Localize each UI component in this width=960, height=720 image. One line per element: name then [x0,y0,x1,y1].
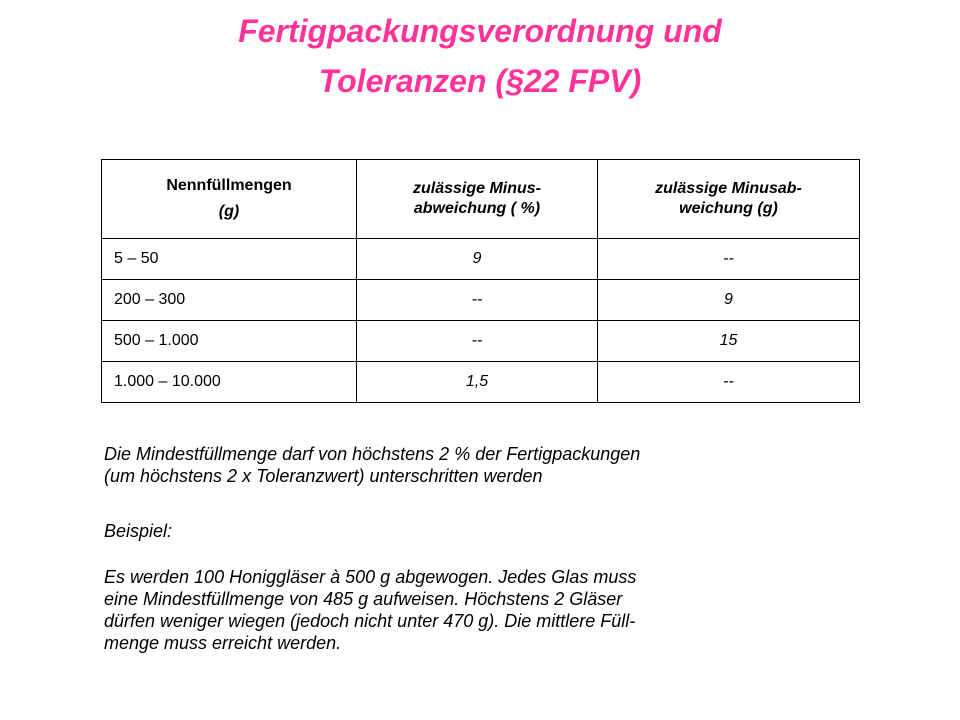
header-minus-percent [357,160,598,239]
header-nennfuellmengen-unit: (g) [218,203,240,220]
cell-range: 500 – 1.000 [102,321,357,362]
title-line-2: Toleranzen (§22 FPV) [318,63,642,99]
table-row [102,362,860,403]
table-row [102,321,860,362]
cell-percent: 1,5 [357,362,598,403]
example-line-1: Es werden 100 Honiggläser à 500 g abgewogen. Jedes Glas muss [104,567,637,587]
cell-percent: -- [357,280,598,321]
tolerance-table [101,159,860,403]
header-minus-grams-line2: weichung (g) [679,200,778,217]
header-minus-grams [598,160,860,239]
table-row [102,280,860,321]
title-line-1: Fertigpackungsverordnung und [238,13,722,49]
header-minus-percent-line1: zulässige Minus- [412,180,542,197]
example-line-2: eine Mindestfüllmenge von 485 g aufweisen. Höchstens 2 Gläser [104,589,623,609]
cell-percent: -- [357,321,598,362]
table-row [102,239,860,280]
example-paragraph [104,566,844,654]
example-label: Beispiel: [104,521,173,541]
cell-range: 1.000 – 10.000 [102,362,357,403]
rule-line-2: (um höchstens 2 x Toleranzwert) unterschritten werden [104,466,543,486]
header-minus-percent-line2: abweichung ( %) [413,200,541,217]
cell-grams: -- [598,239,860,280]
example-line-3: dürfen weniger wiegen (jedoch nicht unter 470 g). Die mittlere Füll- [104,611,636,631]
header-minus-grams-line1: zulässige Minusab- [655,180,802,197]
example-line-4: menge muss erreicht werden. [104,633,342,653]
header-nennfuellmengen [102,160,357,239]
cell-grams: 15 [598,321,860,362]
cell-range: 200 – 300 [102,280,357,321]
cell-percent: 9 [357,239,598,280]
page-title [0,6,960,106]
table-header-row [102,160,860,239]
cell-grams: -- [598,362,860,403]
header-nennfuellmengen-label: Nennfüllmengen [166,177,292,194]
cell-range: 5 – 50 [102,239,357,280]
cell-grams: 9 [598,280,860,321]
rule-line-1: Die Mindestfüllmenge darf von höchstens 2 % der Fertigpackungen [104,444,641,464]
rule-paragraph [104,443,844,487]
